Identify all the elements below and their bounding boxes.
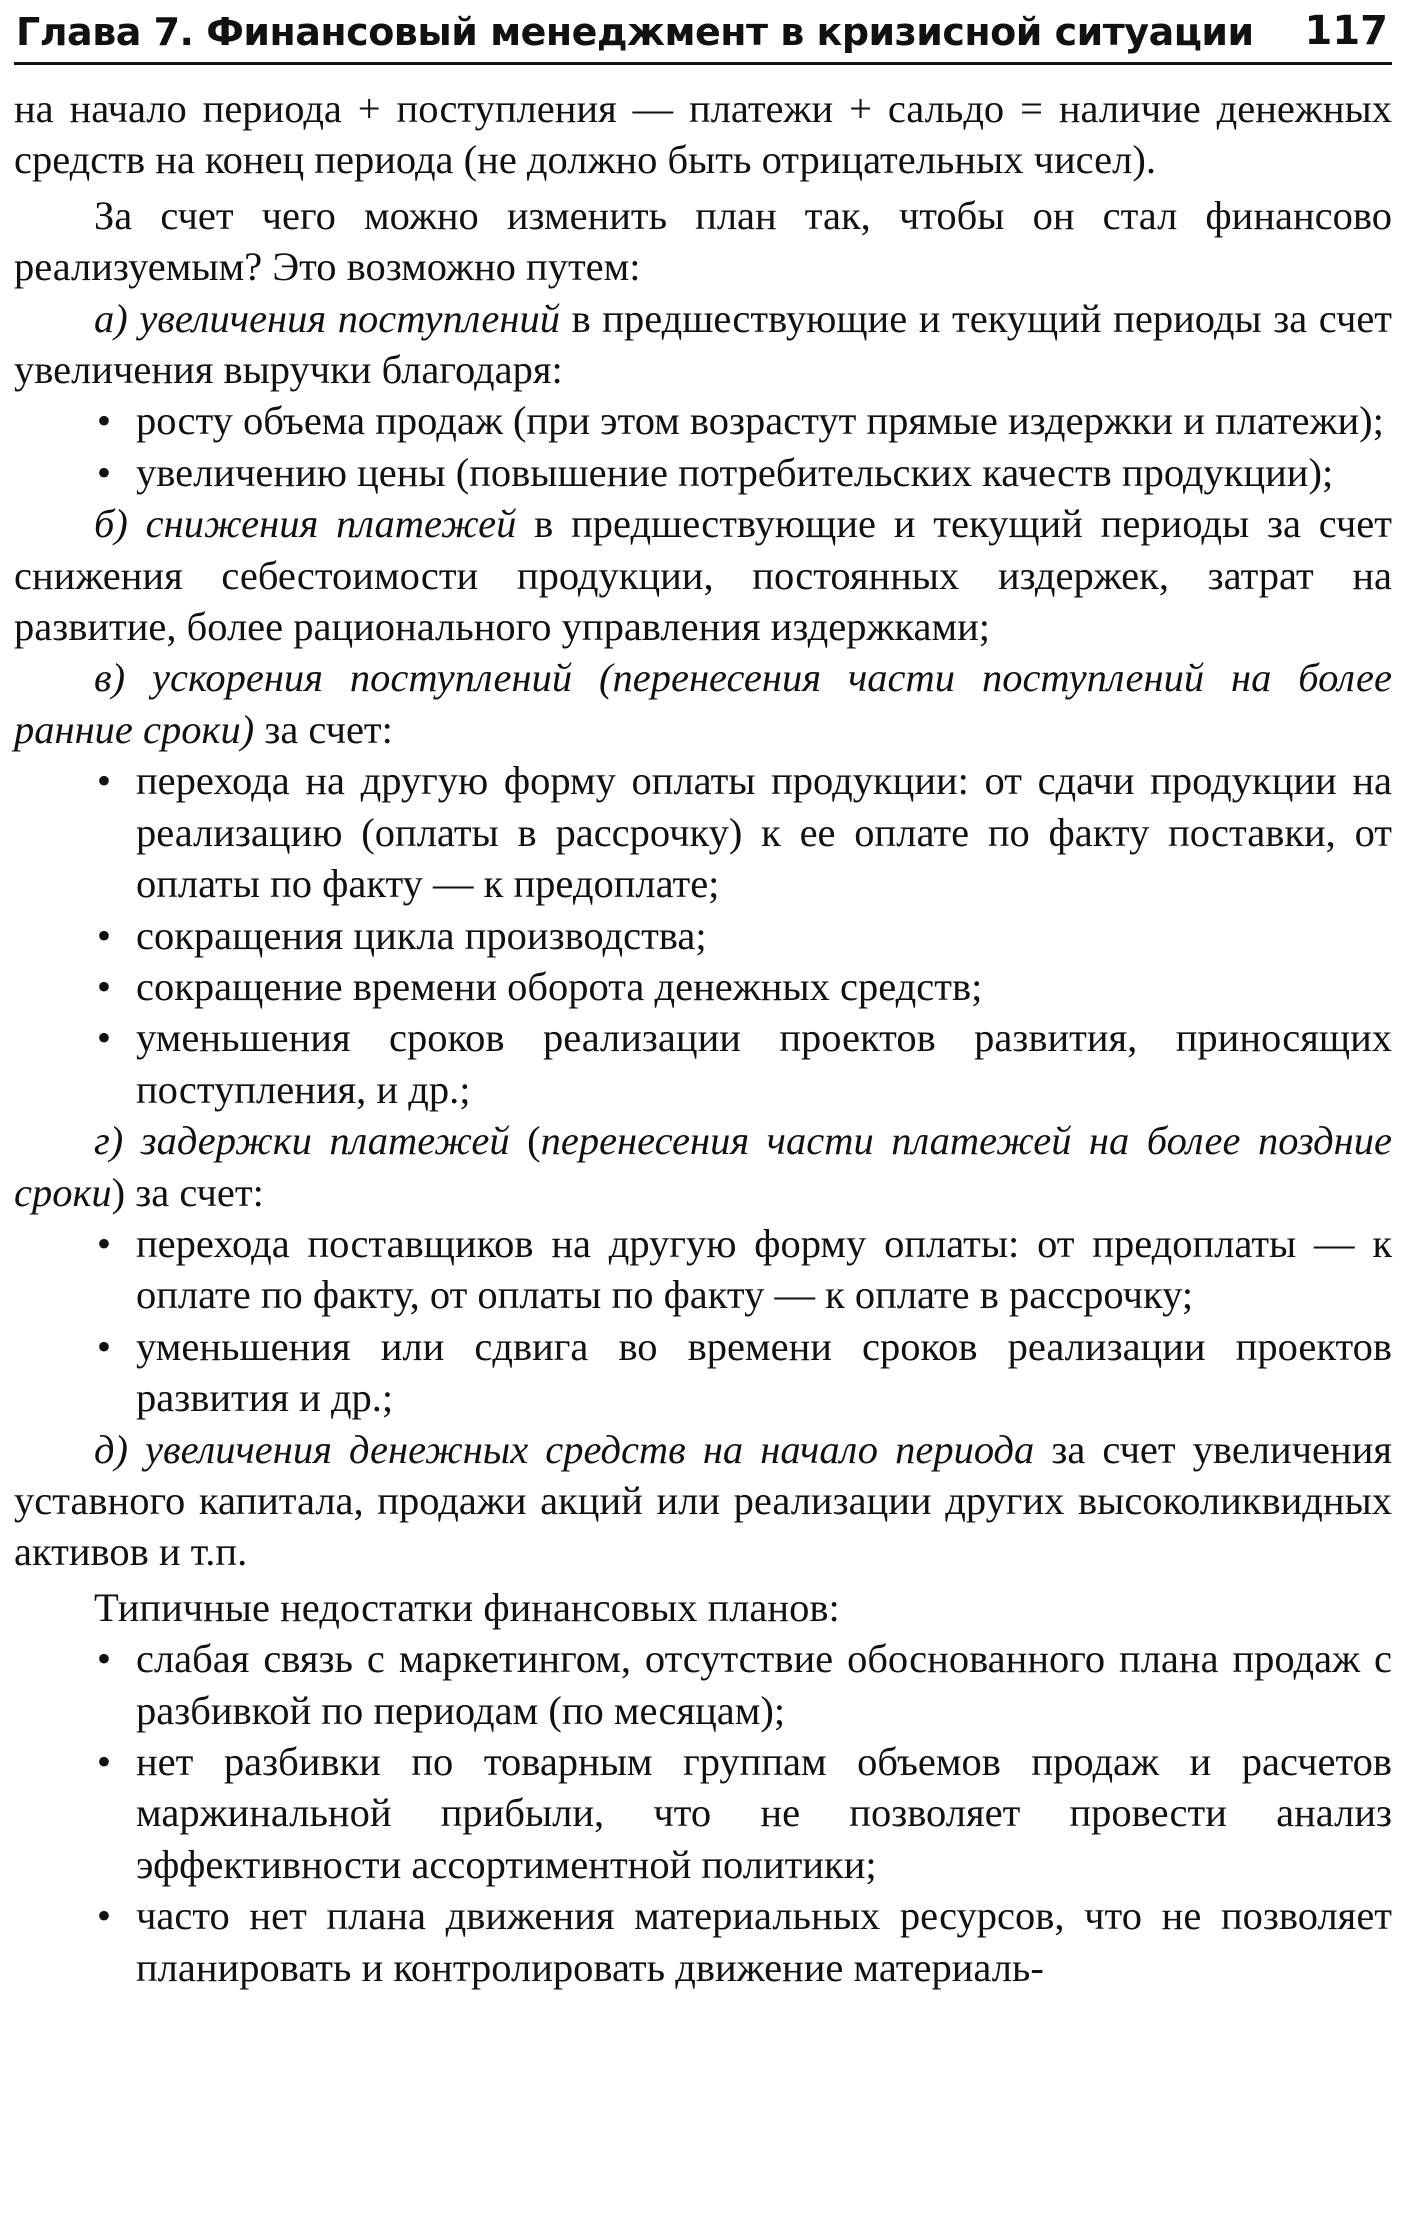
bullet-icon: • bbox=[96, 912, 112, 958]
item-b-heading: б) снижения платежей bbox=[94, 501, 517, 547]
page-number: 117 bbox=[1304, 8, 1388, 54]
item-g-text: ) за счет: bbox=[111, 1169, 264, 1215]
bullet-icon: • bbox=[96, 449, 112, 495]
bullet-icon: • bbox=[96, 1220, 112, 1266]
list-item-text: уменьшения сроков реализации проектов развития, приносящих поступления, и др.; bbox=[136, 1015, 1392, 1112]
item-a-heading: а) увеличения поступлений bbox=[94, 295, 560, 341]
item-a-text: в предшествующие и текущий периоды за счет увеличения выручки благодаря: bbox=[14, 295, 1392, 393]
list-item bbox=[14, 910, 1392, 961]
item-b bbox=[14, 498, 1392, 652]
item-v bbox=[14, 652, 1392, 755]
item-v-bullets bbox=[14, 755, 1392, 1115]
list-item-text: уменьшения или сдвига во времени сроков реализации проектов развития и др.; bbox=[136, 1323, 1392, 1421]
list-item-text: перехода на другую форму оплаты продукции: от сдачи продукции на реализацию (оплаты в рассрочку) к ее оплате по факту поставки, от оплаты по факту — к предоплате; bbox=[136, 758, 1392, 907]
list-item bbox=[14, 1890, 1392, 1993]
item-b-text: в предшествующие и текущий периоды за счет снижения себестоимости продукции, постоянных издержек, затрат на развитие, более рационального управления издержками; bbox=[14, 501, 1392, 650]
item-d bbox=[14, 1424, 1392, 1578]
list-item-text: росту объема продаж (при этом возрастут прямые издержки и платежи); bbox=[136, 398, 1384, 444]
item-g-bullets bbox=[14, 1218, 1392, 1424]
typical-shortcomings-bullets bbox=[14, 1633, 1392, 1993]
list-item bbox=[14, 1012, 1392, 1115]
list-item bbox=[14, 1321, 1392, 1424]
paragraph-question: За счет чего можно изменить план так, чтобы он стал финансово реализуемым? Это возможно путем: bbox=[14, 192, 1392, 290]
list-item bbox=[14, 755, 1392, 909]
item-a-bullets bbox=[14, 395, 1392, 498]
item-g-open-paren: ( bbox=[509, 1118, 541, 1164]
item-v-text: за счет: bbox=[254, 706, 393, 752]
bullet-icon: • bbox=[96, 963, 112, 1009]
bullet-icon: • bbox=[96, 1739, 112, 1784]
item-g-heading: г) задержки платежей bbox=[94, 1118, 510, 1164]
list-item-text: сокращения цикла производства; bbox=[136, 912, 707, 958]
list-item-text: сокращение времени оборота денежных средств; bbox=[136, 963, 983, 1009]
item-d-heading: д) увеличения денежных средств на начало периода bbox=[94, 1426, 1035, 1472]
bullet-icon: • bbox=[96, 398, 112, 444]
list-item-text: нет разбивки по товарным группам объемов продаж и расчетов маржинальной прибыли, что не позволяет провести анализ эффективности ассортиментной политики; bbox=[136, 1739, 1392, 1887]
paragraph-typical-shortcomings: Типичные недостатки финансовых планов: bbox=[94, 1584, 840, 1630]
bullet-icon: • bbox=[96, 1893, 112, 1939]
list-item bbox=[14, 961, 1392, 1012]
item-v-heading: в) ускорения поступлений (перенесения части поступлений на более ранние сроки) bbox=[14, 655, 1392, 752]
book-page bbox=[14, 0, 1392, 2216]
chapter-title: Глава 7. Финансовый менеджмент в кризисной ситуации bbox=[16, 10, 1254, 54]
item-d-text: за счет увеличения уставного капитала, продажи акций или реализации других высоколиквидных активов и т.п. bbox=[14, 1426, 1392, 1575]
list-item-text: увеличению цены (повышение потребительских качеств продукции); bbox=[136, 449, 1334, 495]
list-item bbox=[14, 395, 1392, 446]
list-item bbox=[14, 1633, 1392, 1736]
bullet-icon: • bbox=[96, 758, 112, 804]
list-item-text: слабая связь с маркетингом, отсутствие обоснованного плана продаж с разбивкой по периодам (по месяцам); bbox=[136, 1636, 1392, 1733]
bullet-icon: • bbox=[96, 1636, 112, 1682]
list-item-text: часто нет плана движения материальных ресурсов, что не позволяет планировать и контролировать движение материаль- bbox=[136, 1893, 1392, 1990]
bullet-icon: • bbox=[96, 1015, 112, 1061]
list-item bbox=[14, 1736, 1392, 1890]
paragraph-continuation: на начало периода + поступления — платежи + сальдо = наличие денежных средств на конец периода (не должно быть отрицательных чисел). bbox=[14, 86, 1392, 183]
item-a bbox=[14, 293, 1392, 396]
page-body bbox=[14, 83, 1392, 1993]
list-item bbox=[14, 447, 1392, 498]
item-g bbox=[14, 1115, 1392, 1218]
item-g-heading-continued: перенесения части платежей на более поздние сроки bbox=[14, 1118, 1392, 1215]
bullet-icon: • bbox=[96, 1323, 112, 1369]
list-item bbox=[14, 1218, 1392, 1321]
running-header bbox=[14, 4, 1392, 65]
list-item-text: перехода поставщиков на другую форму оплаты: от предоплаты — к оплате по факту, от оплаты по факту — к оплате в рассрочку; bbox=[136, 1220, 1392, 1318]
